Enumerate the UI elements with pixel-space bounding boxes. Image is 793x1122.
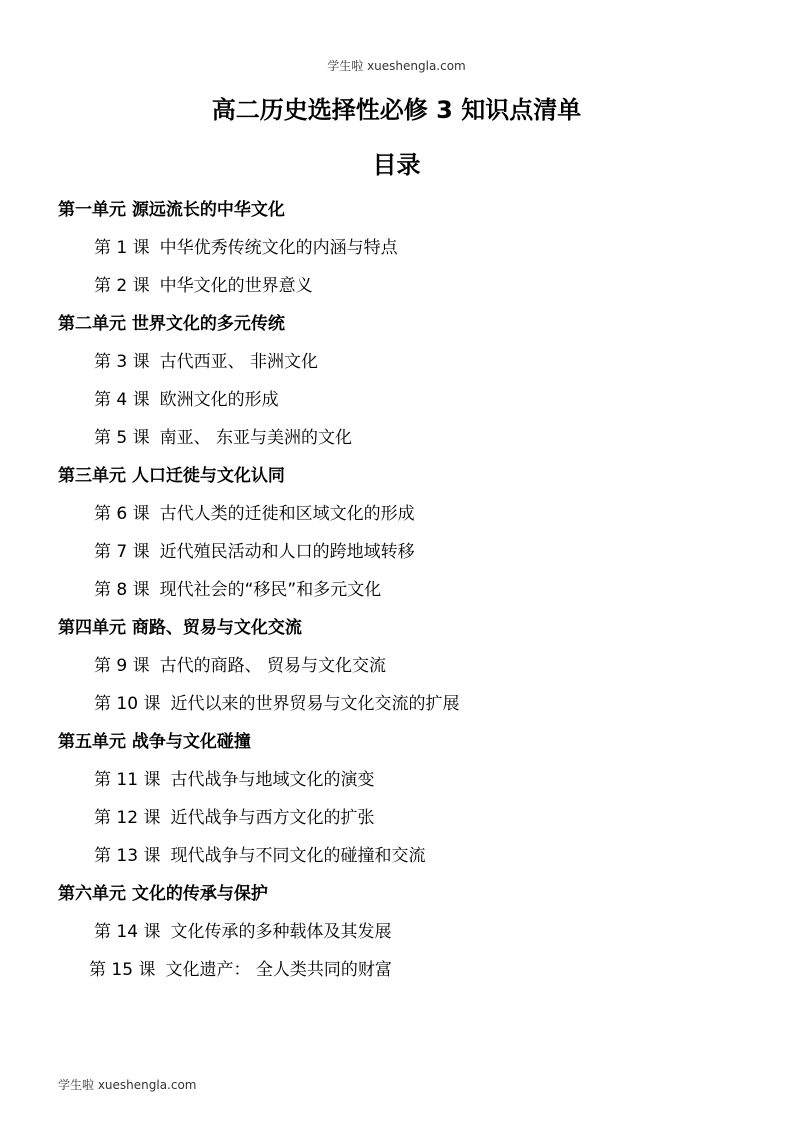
- toc-heading: 目录: [372, 151, 421, 179]
- unit-title: 第六单元 文化的传承与保护: [58, 884, 268, 904]
- lesson-number: 第 8 课: [94, 580, 150, 600]
- lesson-entry: [58, 348, 758, 386]
- lesson-number: 第 9 课: [94, 656, 150, 676]
- lesson-entry: [58, 500, 758, 538]
- unit-title: 第四单元 商路、贸易与文化交流: [58, 618, 302, 638]
- document-title: 高二历史选择性必修 3 知识点清单: [211, 96, 582, 124]
- lesson-number: 第 1 课: [94, 238, 150, 258]
- lesson-number: 第 2 课: [94, 276, 150, 296]
- lesson-entry: [58, 804, 758, 842]
- lesson-entry: [58, 842, 758, 880]
- lesson-title: 古代战争与地域文化的演变: [170, 770, 375, 790]
- lesson-number: 第 12 课: [94, 808, 161, 828]
- lesson-entry: [58, 386, 758, 424]
- lesson-entry: [58, 918, 758, 956]
- lesson-title: 中华文化的世界意义: [159, 276, 313, 296]
- lesson-title: 古代西亚、 非洲文化: [159, 352, 319, 372]
- lesson-entry: [58, 424, 758, 462]
- lesson-number: 第 11 课: [94, 770, 161, 790]
- header-watermark: 学生啦 xueshengla.com: [327, 59, 466, 73]
- lesson-entry: [58, 766, 758, 804]
- lesson-number: 第 4 课: [94, 390, 150, 410]
- lesson-number: 第 14 课: [94, 922, 161, 942]
- unit-title: 第一单元 源远流长的中华文化: [58, 200, 285, 220]
- lesson-entry: [58, 690, 758, 728]
- lesson-title: 古代人类的迁徙和区域文化的形成: [159, 504, 415, 524]
- lesson-entry: [58, 234, 758, 272]
- table-of-contents: [58, 196, 758, 994]
- lesson-title: 近代战争与西方文化的扩张: [170, 808, 375, 828]
- lesson-entry: [58, 538, 758, 576]
- lesson-title: 古代的商路、 贸易与文化交流: [159, 656, 387, 676]
- lesson-title: 文化传承的多种载体及其发展: [170, 922, 392, 942]
- lesson-number: 第 7 课: [94, 542, 150, 562]
- lesson-title: 中华优秀传统文化的内涵与特点: [159, 238, 398, 258]
- lesson-title: 近代以来的世界贸易与文化交流的扩展: [170, 694, 460, 714]
- unit-title: 第三单元 人口迁徙与文化认同: [58, 466, 285, 486]
- lesson-entry: [58, 272, 758, 310]
- lesson-title: 欧洲文化的形成: [159, 390, 279, 410]
- lesson-number: 第 6 课: [94, 504, 150, 524]
- lesson-number: 第 15 课: [89, 960, 156, 980]
- lesson-number: 第 3 课: [94, 352, 150, 372]
- lesson-title: 近代殖民活动和人口的跨地域转移: [159, 542, 415, 562]
- lesson-number: 第 10 课: [94, 694, 161, 714]
- lesson-title: 文化遗产： 全人类共同的财富: [165, 960, 392, 980]
- lesson-number: 第 13 课: [94, 846, 161, 866]
- unit-title: 第五单元 战争与文化碰撞: [58, 732, 251, 752]
- lesson-title: 现代社会的“移民”和多元文化: [159, 580, 382, 600]
- unit-title: 第二单元 世界文化的多元传统: [58, 314, 285, 334]
- lesson-title: 南亚、 东亚与美洲的文化: [159, 428, 353, 448]
- lesson-title: 现代战争与不同文化的碰撞和交流: [170, 846, 426, 866]
- lesson-number: 第 5 课: [94, 428, 150, 448]
- footer-watermark: 学生啦 xueshengla.com: [58, 1078, 197, 1092]
- lesson-entry: [58, 576, 758, 614]
- lesson-entry: [58, 956, 758, 994]
- lesson-entry: [58, 652, 758, 690]
